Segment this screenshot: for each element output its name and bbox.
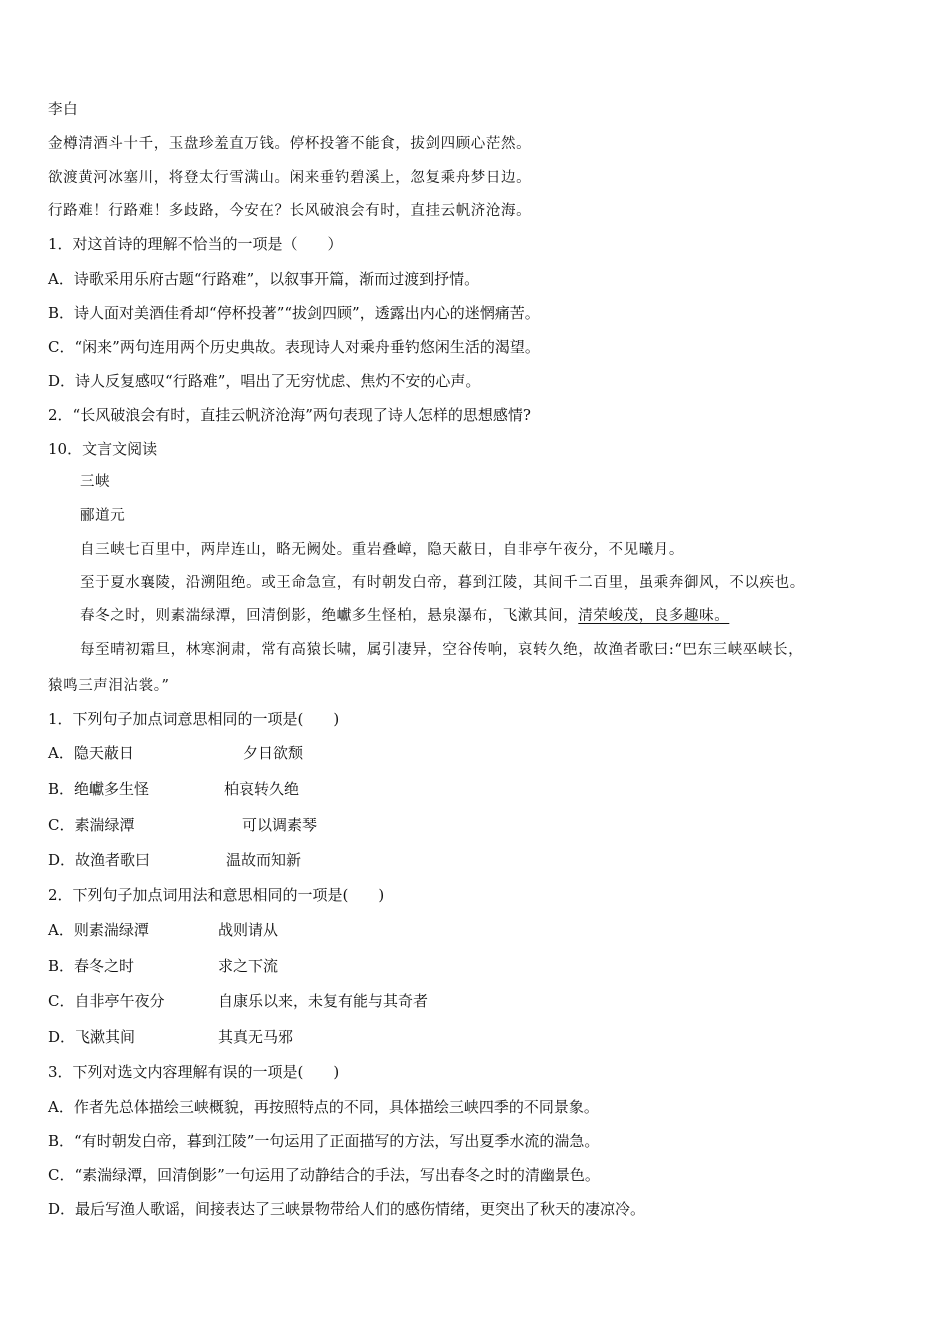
q3-option-d: D．最后写渔人歌谣，间接表达了三峡景物带给人们的感伤情绪，更突出了秋天的凄凉冷。 xyxy=(48,1200,646,1218)
passage-paragraph-1: 自三峡七百里中，两岸连山，略无阙处。重岩叠嶂，隐天蔽日，自非亭午夜分，不见曦月。 xyxy=(80,542,684,558)
q2-option-c: C．自非亭午夜分 xyxy=(48,992,165,1010)
q2-option-b-right: 求之下流 xyxy=(218,957,279,975)
poem-line-3: 行路难！行路难！多歧路，今安在？长风破浪会有时，直挂云帆济沧海。 xyxy=(48,203,532,219)
q3-option-b: B．“有时朝发白帝，暮到江陵”一句运用了正面描写的方法，写出夏季水流的湍急。 xyxy=(48,1132,600,1150)
q3-option-c: C．“素湍绿潭，回清倒影”一句运用了动静结合的手法，写出春冬之时的清幽景色。 xyxy=(48,1166,600,1184)
q1-option-d-right: 温故而知新 xyxy=(226,851,302,869)
poem-question-2: 2．“长风破浪会有时，直挂云帆济沧海”两句表现了诗人怎样的思想感情? xyxy=(48,406,531,424)
q1-option-c-left: C．素湍绿潭 xyxy=(48,816,135,834)
poem-line-2: 欲渡黄河冰塞川，将登太行雪满山。闲来垂钓碧溪上，忽复乘舟梦日边。 xyxy=(48,170,532,186)
question-1: 1．下列句子加点词意思相同的一项是( ) xyxy=(48,710,340,728)
q2-option-a: A．则素湍绿潭 xyxy=(48,921,149,939)
q1-option-b-right: 柏哀转久绝 xyxy=(224,780,300,798)
passage-paragraph-2: 至于夏水襄陵，沿溯阻绝。或王命急宣，有时朝发白帝，暮到江陵，其间千二百里，虽乘奔御风，不以疾也。 xyxy=(80,575,805,591)
poem-author: 李白 xyxy=(48,102,79,118)
poem-q1-option-d: D．诗人反复感叹“行路难”，唱出了无穷忧虑、焦灼不安的心声。 xyxy=(48,372,481,390)
q1-option-a-right: 夕日欲颓 xyxy=(243,744,304,762)
q2-option-d-right: 其真无马邪 xyxy=(218,1028,294,1046)
paragraph-3-text: 春冬之时，则素湍绿潭，回清倒影，绝巘多生怪柏，悬泉瀑布，飞漱其间， xyxy=(80,608,579,624)
q3-option-a: A．作者先总体描绘三峡概貌，再按照特点的不同，具体描绘三峡四季的不同景象。 xyxy=(48,1098,599,1116)
poem-q1-option-c: C．“闲来”两句连用两个历史典故。表现诗人对乘舟垂钓悠闲生活的渴望。 xyxy=(48,338,540,356)
passage-title: 三峡 xyxy=(80,474,111,490)
q2-option-d: D．飞漱其间 xyxy=(48,1028,136,1046)
q1-option-a-left: A．隐天蔽日 xyxy=(48,744,134,762)
q2-option-b: B．春冬之时 xyxy=(48,957,135,975)
q2-option-a-right: 战则请从 xyxy=(218,921,279,939)
question-2: 2．下列句子加点词用法和意思相同的一项是( ) xyxy=(48,886,385,904)
question-3: 3．下列对选文内容理解有误的一项是( ) xyxy=(48,1063,340,1081)
q1-option-d xyxy=(48,850,150,870)
passage-paragraph-4: 每至晴初霜旦，林寒涧肃，常有高猿长啸，属引凄异，空谷传响，哀转久绝，故渔者歌曰:“巴东三峡巫峡长， xyxy=(80,642,804,658)
poem-line-1: 金樽清酒斗十千，玉盘珍羞直万钱。停杯投箸不能食，拔剑四顾心茫然。 xyxy=(48,136,532,152)
q1-option-a xyxy=(48,743,134,763)
q1-option-b-left: B．绝巘多生怪 xyxy=(48,780,150,798)
q1-option-d-left: D．故渔者歌曰 xyxy=(48,851,151,869)
passage-paragraph-4-continued: 猿鸣三声泪沾裳。” xyxy=(48,678,170,694)
q1-option-b xyxy=(48,779,149,799)
section-10-heading: 10．文言文阅读 xyxy=(48,440,158,458)
q1-option-c xyxy=(48,815,134,835)
passage-paragraph-3 xyxy=(80,606,729,626)
q2-option-c-right: 自康乐以来，未复有能与其奇者 xyxy=(218,992,429,1010)
poem-q1-option-a: A．诗歌采用乐府古题“行路难”，以叙事开篇，渐而过渡到抒情。 xyxy=(48,270,480,288)
paragraph-3-underlined-text: 清荣峻茂，良多趣味。 xyxy=(578,608,730,624)
passage-author: 郦道元 xyxy=(80,508,126,524)
q1-option-c-right: 可以调素琴 xyxy=(242,816,318,834)
poem-q1-option-b: B．诗人面对美酒佳肴却“停杯投著”“拔剑四顾”，透露出内心的迷惘痛苦。 xyxy=(48,304,540,322)
poem-question-1: 1．对这首诗的理解不恰当的一项是（ ） xyxy=(48,235,343,253)
